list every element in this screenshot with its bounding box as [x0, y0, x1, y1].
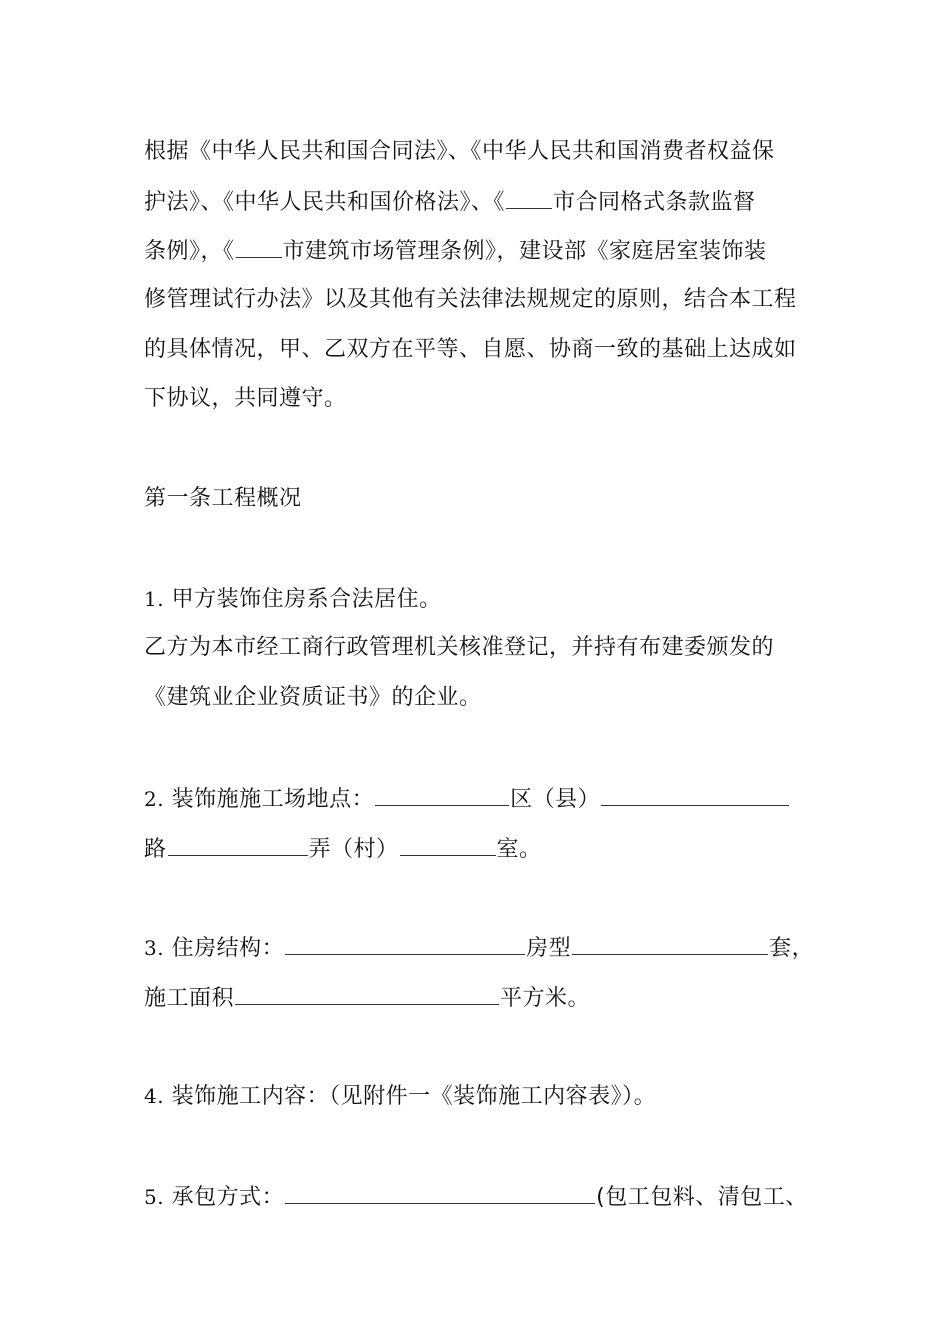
- item-1: [144, 584, 442, 615]
- item-4-number: 4.: [144, 1084, 165, 1108]
- item-1-line-2: 乙方为本市经工商行政管理机关核准登记，并持有布建委颁发的: [144, 635, 775, 660]
- contract-method-blank: [285, 1181, 595, 1204]
- item-3-number: 3.: [144, 936, 165, 960]
- area-blank: [235, 982, 499, 1005]
- item-4-text: 装饰施工内容：（见附件一《装饰施工内容表》）。: [171, 1084, 657, 1109]
- item-5-number: 5.: [144, 1185, 165, 1209]
- item-3-line-2: [144, 982, 590, 1014]
- city-blank-2: [236, 235, 282, 258]
- item-3: [144, 932, 814, 964]
- article-1-title: 第一条工程概况: [144, 486, 302, 511]
- item-2-district: 区（县）: [510, 787, 601, 812]
- item-4: [144, 1081, 656, 1112]
- type-blank: [572, 932, 768, 955]
- city-blank-1: [506, 186, 552, 209]
- preamble-line-6: 下协议，共同遵守。: [144, 386, 347, 411]
- item-5: [144, 1181, 808, 1213]
- preamble-line-1: 根据《中华人民共和国合同法》、《中华人民共和国消费者权益保: [144, 139, 775, 164]
- item-2: [144, 783, 790, 815]
- item-2-road: 路: [144, 837, 167, 862]
- road-blank: [168, 833, 308, 856]
- district-blank: [375, 783, 509, 806]
- item-3-label: 住房结构：: [171, 936, 285, 961]
- lane-blank: [400, 833, 496, 856]
- item-1-number: 1.: [144, 587, 165, 611]
- preamble-line-2-end: 市合同格式条款监督: [553, 190, 756, 215]
- item-3-area-unit: 平方米。: [500, 986, 591, 1011]
- item-1-text: 甲方装饰住房系合法居住。: [171, 587, 442, 612]
- item-2-lane: 弄（村）: [308, 837, 399, 862]
- item-5-options: (包工包料、清包工、: [596, 1185, 808, 1210]
- preamble-line-3-start: 条例》，《: [144, 239, 235, 264]
- county-blank: [601, 783, 789, 806]
- structure-blank: [285, 932, 525, 955]
- item-2-room: 室。: [496, 837, 542, 862]
- item-5-label: 承包方式：: [171, 1185, 285, 1210]
- item-1-line-3: 《建筑业企业资质证书》的企业。: [144, 685, 482, 710]
- item-2-label: 装饰施施工场地点：: [171, 787, 375, 812]
- preamble-line-2: [144, 186, 756, 218]
- item-3-type: 房型: [526, 936, 572, 961]
- preamble-line-5: 的具体情况，甲、乙双方在平等、自愿、协商一致的基础上达成如: [144, 337, 797, 362]
- item-2-line-2: [144, 833, 542, 865]
- item-3-area-label: 施工面积: [144, 986, 235, 1011]
- preamble-line-2-start: 护法》、《中华人民共和国价格法》、《: [144, 190, 506, 215]
- preamble-line-3-end: 市建筑市场管理条例》，建设部《家庭居室装饰装: [282, 239, 767, 264]
- preamble-line-4: 修管理试行办法》以及其他有关法律法规规定的原则，结合本工程: [144, 287, 797, 312]
- item-2-number: 2.: [144, 787, 165, 811]
- item-3-set: 套，: [769, 936, 815, 961]
- preamble-line-3: [144, 235, 767, 267]
